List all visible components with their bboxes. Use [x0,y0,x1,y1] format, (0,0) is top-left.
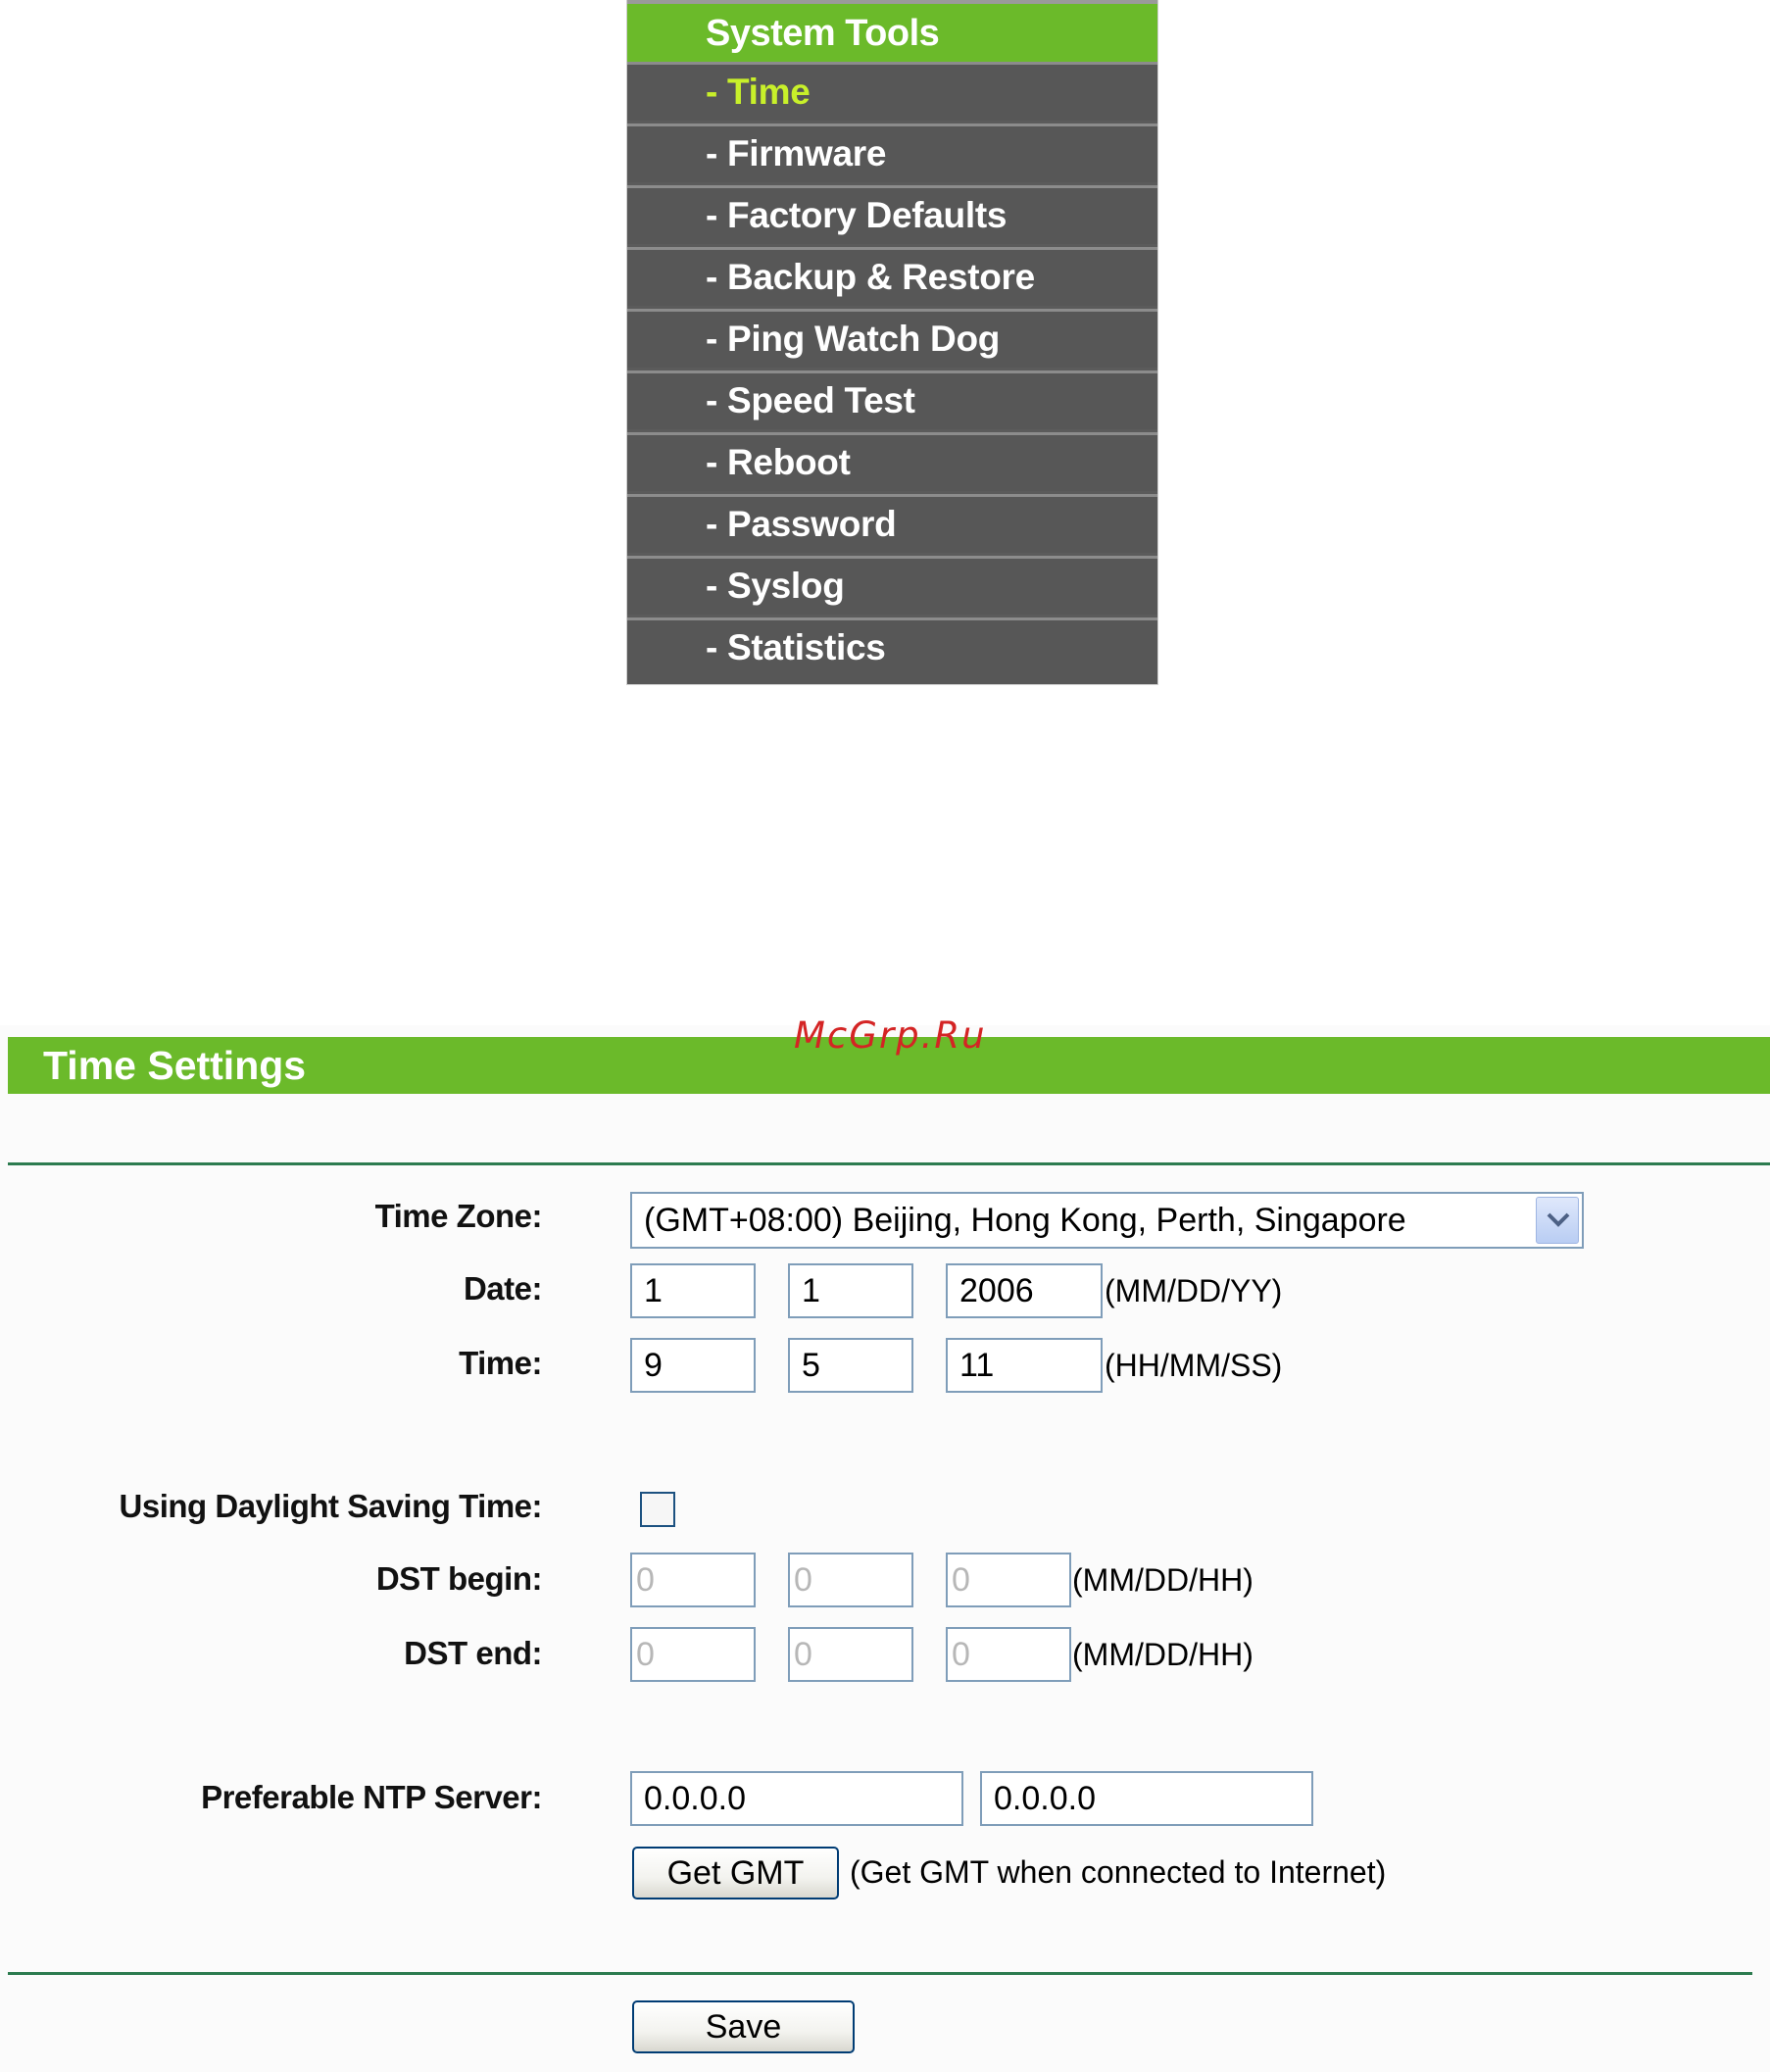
menu-item-ping-watch-dog[interactable]: - Ping Watch Dog [627,309,1157,368]
time-zone-select[interactable] [630,1192,1584,1249]
time-minute-input[interactable]: 5 [788,1338,913,1393]
time-format-hint: (HH/MM/SS) [1105,1348,1283,1383]
dst-end-month-input[interactable]: 0 [630,1627,756,1682]
menu-item-backup-restore[interactable]: - Backup & Restore [627,247,1157,306]
date-month-input[interactable]: 1 [630,1263,756,1318]
dst-begin-hour-input[interactable]: 0 [946,1553,1071,1607]
menu-item-speed-test[interactable]: - Speed Test [627,370,1157,429]
dst-begin-format-hint: (MM/DD/HH) [1072,1562,1254,1598]
get-gmt-button[interactable]: Get GMT [632,1847,839,1899]
dst-end-format-hint: (MM/DD/HH) [1072,1637,1254,1672]
menu-item-firmware[interactable]: - Firmware [627,123,1157,182]
divider-bottom [8,1972,1752,1975]
time-label: Time: [459,1345,542,1381]
date-year-input[interactable]: 2006 [946,1263,1103,1318]
time-second-input[interactable]: 11 [946,1338,1103,1393]
ntp-server-2-input[interactable]: 0.0.0.0 [980,1771,1313,1826]
divider-top [8,1162,1770,1165]
dst-label: Using Daylight Saving Time: [119,1488,542,1524]
menu-item-statistics[interactable]: - Statistics [627,617,1157,684]
page-title: Time Settings [43,1043,307,1088]
save-button[interactable]: Save [632,2000,855,2053]
menu-item-syslog[interactable]: - Syslog [627,556,1157,615]
dst-begin-day-input[interactable]: 0 [788,1553,913,1607]
dst-checkbox[interactable] [640,1492,675,1527]
dst-begin-label: DST begin: [375,1560,542,1597]
menu-item-reboot[interactable]: - Reboot [627,432,1157,491]
dst-end-day-input[interactable]: 0 [788,1627,913,1682]
ntp-server-1-input[interactable]: 0.0.0.0 [630,1771,963,1826]
time-zone-label: Time Zone: [374,1198,542,1234]
time-settings-panel [0,1025,1770,2072]
menu-item-time[interactable]: - Time [627,62,1157,121]
menu-header[interactable]: System Tools [627,0,1157,62]
date-format-hint: (MM/DD/YY) [1105,1273,1283,1308]
time-hour-input[interactable]: 9 [630,1338,756,1393]
time-zone-value: (GMT+08:00) Beijing, Hong Kong, Perth, Singapore [644,1202,1406,1239]
dst-end-label: DST end: [404,1635,542,1671]
system-tools-menu [627,0,1157,684]
dst-begin-month-input[interactable]: 0 [630,1553,756,1607]
date-day-input[interactable]: 1 [788,1263,913,1318]
get-gmt-hint: (Get GMT when connected to Internet) [850,1854,1387,1890]
menu-item-factory-defaults[interactable]: - Factory Defaults [627,185,1157,244]
dst-end-hour-input[interactable]: 0 [946,1627,1071,1682]
date-label: Date: [463,1270,542,1307]
ntp-label: Preferable NTP Server: [201,1779,542,1815]
chevron-down-icon[interactable] [1536,1197,1579,1244]
watermark: McGrp.Ru [794,1014,987,1057]
menu-item-password[interactable]: - Password [627,494,1157,553]
